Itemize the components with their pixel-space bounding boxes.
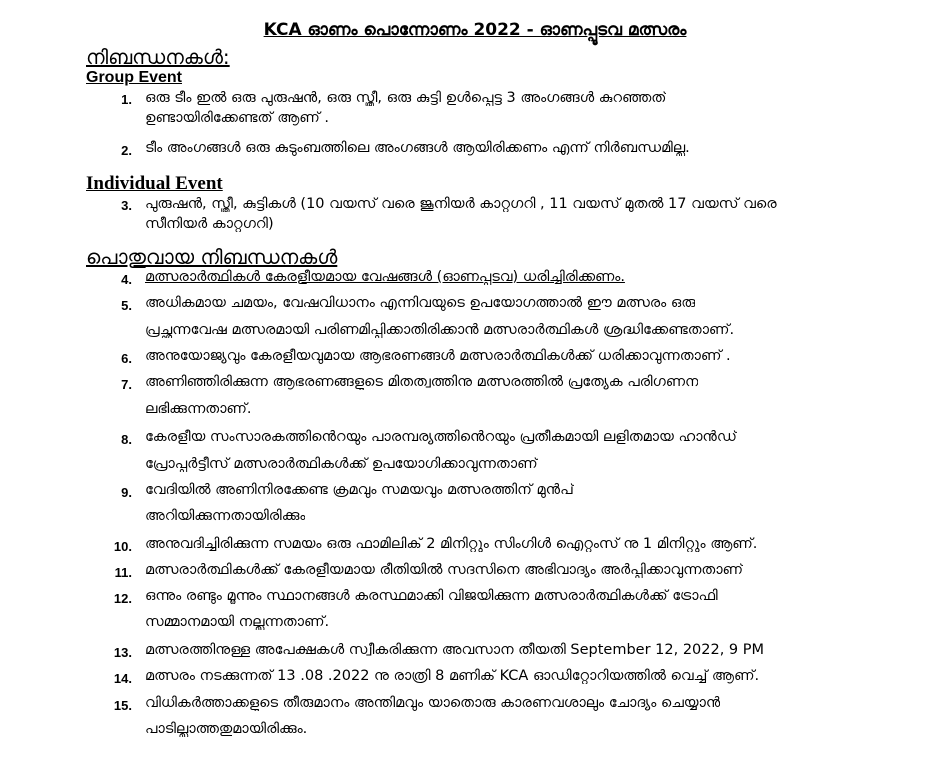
item-number: 6.	[121, 351, 132, 366]
item-number: 12.	[113, 591, 132, 606]
item-text: അണിഞ്ഞിരിക്കുന്ന ആഭരണങ്ങളുടെ മിതത്വത്തിനു മത്സരത്തിൽ പ്രത്യേക പരിഗണന	[145, 374, 699, 390]
item-number: 14.	[113, 671, 132, 686]
item-text: പുരുഷൻ, സ്ത്രീ, കുട്ടികൾ (10 വയസ് വരെ ജൂനിയർ കാറ്റഗറി , 11 വയസ് മുതൽ 17 വയസ് വരെ	[145, 196, 777, 212]
item-text: ഒന്നും രണ്ടും മൂന്നും സ്ഥാനങ്ങൾ കരസ്ഥമാക്കി വിജയിക്കുന്ന മത്സരാർത്ഥികൾക്ക് ട്രോഫി	[145, 588, 718, 604]
item-text: മത്സരാർത്ഥികൾക്ക് കേരളീയമായ രീതിയിൽ സദസിനെ അഭിവാദ്യം അർപ്പിക്കാവുന്നതാണ്	[145, 562, 744, 578]
item-text: പാടില്ലാത്തതുമായിരിക്കും.	[145, 721, 308, 737]
item-number: 10.	[113, 539, 132, 554]
item-text: വേദിയിൽ അണിനിരക്കേണ്ട ക്രമവും സമയവും മത്സരത്തിന് മുൻപ്	[145, 482, 574, 498]
item-text: ഉണ്ടായിരിക്കേണ്ടത് ആണ് .	[145, 110, 330, 126]
rules-heading: നിബന്ധനകൾ:	[86, 45, 230, 69]
item-number: 15.	[113, 698, 132, 713]
item-number: 5.	[121, 298, 132, 313]
document-title: KCA ഓണം പൊന്നോണം 2022 - ഓണപ്പൂടവ മത്സരം	[263, 20, 687, 40]
item-text: ഒരു ടീം ഇൽ ഒരു പുരുഷൻ, ഒരു സ്ത്രീ, ഒരു കുട്ടി ഉൾപ്പെട്ട 3 അംഗങ്ങൾ കുറഞ്ഞത്	[145, 90, 667, 106]
item-text: മത്സരത്തിനുള്ള അപേക്ഷകൾ സ്വീകരിക്കുന്ന അവസാന തീയതി September 12, 2022, 9 PM	[145, 642, 765, 658]
item-number: 2.	[121, 143, 132, 158]
item-text: പ്രച്ഛന്നവേഷ മത്സരമായി പരിണമിപ്പിക്കാതിരിക്കാൻ മത്സരാർത്ഥികൾ ശ്രദ്ധിക്കേണ്ടതാണ്.	[145, 322, 735, 338]
item-text: ലഭിക്കുന്നതാണ്.	[145, 401, 252, 417]
item-text: അധികമായ ചമയം, വേഷവിധാനം എന്നിവയുടെ ഉപയോഗത്താൽ ഈ മത്സരം ഒരു	[145, 295, 696, 311]
individual-event-heading: Individual Event	[86, 173, 223, 194]
item-number: 1.	[121, 92, 132, 107]
item-number: 4.	[121, 272, 132, 287]
item-number: 9.	[121, 485, 132, 500]
item-number: 8.	[121, 432, 132, 447]
item-text: അറിയിക്കുന്നതായിരിക്കും	[145, 508, 306, 524]
item-number: 13.	[113, 645, 132, 660]
item-text: സമ്മാനമായി നല്ലുന്നതാണ്.	[145, 614, 330, 630]
item-text: കേരളീയ സംസാരകത്തിൻെറയും പാരമ്പര്യത്തിൻെറയും പ്രതീകമായി ലളിതമായ ഹാൻഡ്	[145, 429, 737, 445]
item-text: അനുവദിച്ചിരിക്കുന്ന സമയം ഒരു ഫാമിലിക് 2 മിനിറ്റും സിംഗിൾ ഐറ്റംസ് നു 1 മിനിറ്റും ആണ്.	[145, 536, 758, 552]
item-text: മത്സരാർത്ഥികൾ കേരളീയമായ വേഷങ്ങൾ (ഓണപ്പൂടവ) ധരിച്ചിരിക്കണം.	[145, 269, 625, 285]
item-number: 7.	[121, 377, 132, 392]
item-text: സീനിയർ കാറ്റഗറി)	[145, 216, 274, 232]
group-event-heading: Group Event	[86, 69, 183, 86]
general-rules-heading: പൊതുവായ നിബന്ധനകൾ	[86, 245, 338, 269]
item-text: ടീം അംഗങ്ങൾ ഒരു കുടുംബത്തിലെ അംഗങ്ങൾ ആയിരിക്കണം എന്ന് നിർബന്ധമില്ല.	[145, 140, 690, 156]
item-text: അനുയോജ്യവും കേരളീയവുമായ ആഭരണങ്ങൾ മത്സരാർത്ഥികൾക്ക് ധരിക്കാവുന്നതാണ് .	[145, 348, 731, 364]
item-text: മത്സരം നടക്കുന്നത് 13 .08 .2022 നു രാത്രി 8 മണിക് KCA ഓഡിറ്റോറിയത്തിൽ വെച്ച് ആണ്.	[145, 668, 760, 684]
item-text: പ്രോപ്പർട്ടീസ് മത്സരാർത്ഥികൾക്ക് ഉപയോഗിക്കാവുന്നതാണ്	[145, 456, 538, 472]
item-number: 11.	[114, 565, 132, 580]
item-text: വിധികർത്താക്കളുടെ തീരുമാനം അന്തിമവും യാതൊരു കാരണവശാലും ചോദ്യം ചെയ്യാൻ	[145, 695, 721, 711]
item-number: 3.	[121, 198, 132, 213]
